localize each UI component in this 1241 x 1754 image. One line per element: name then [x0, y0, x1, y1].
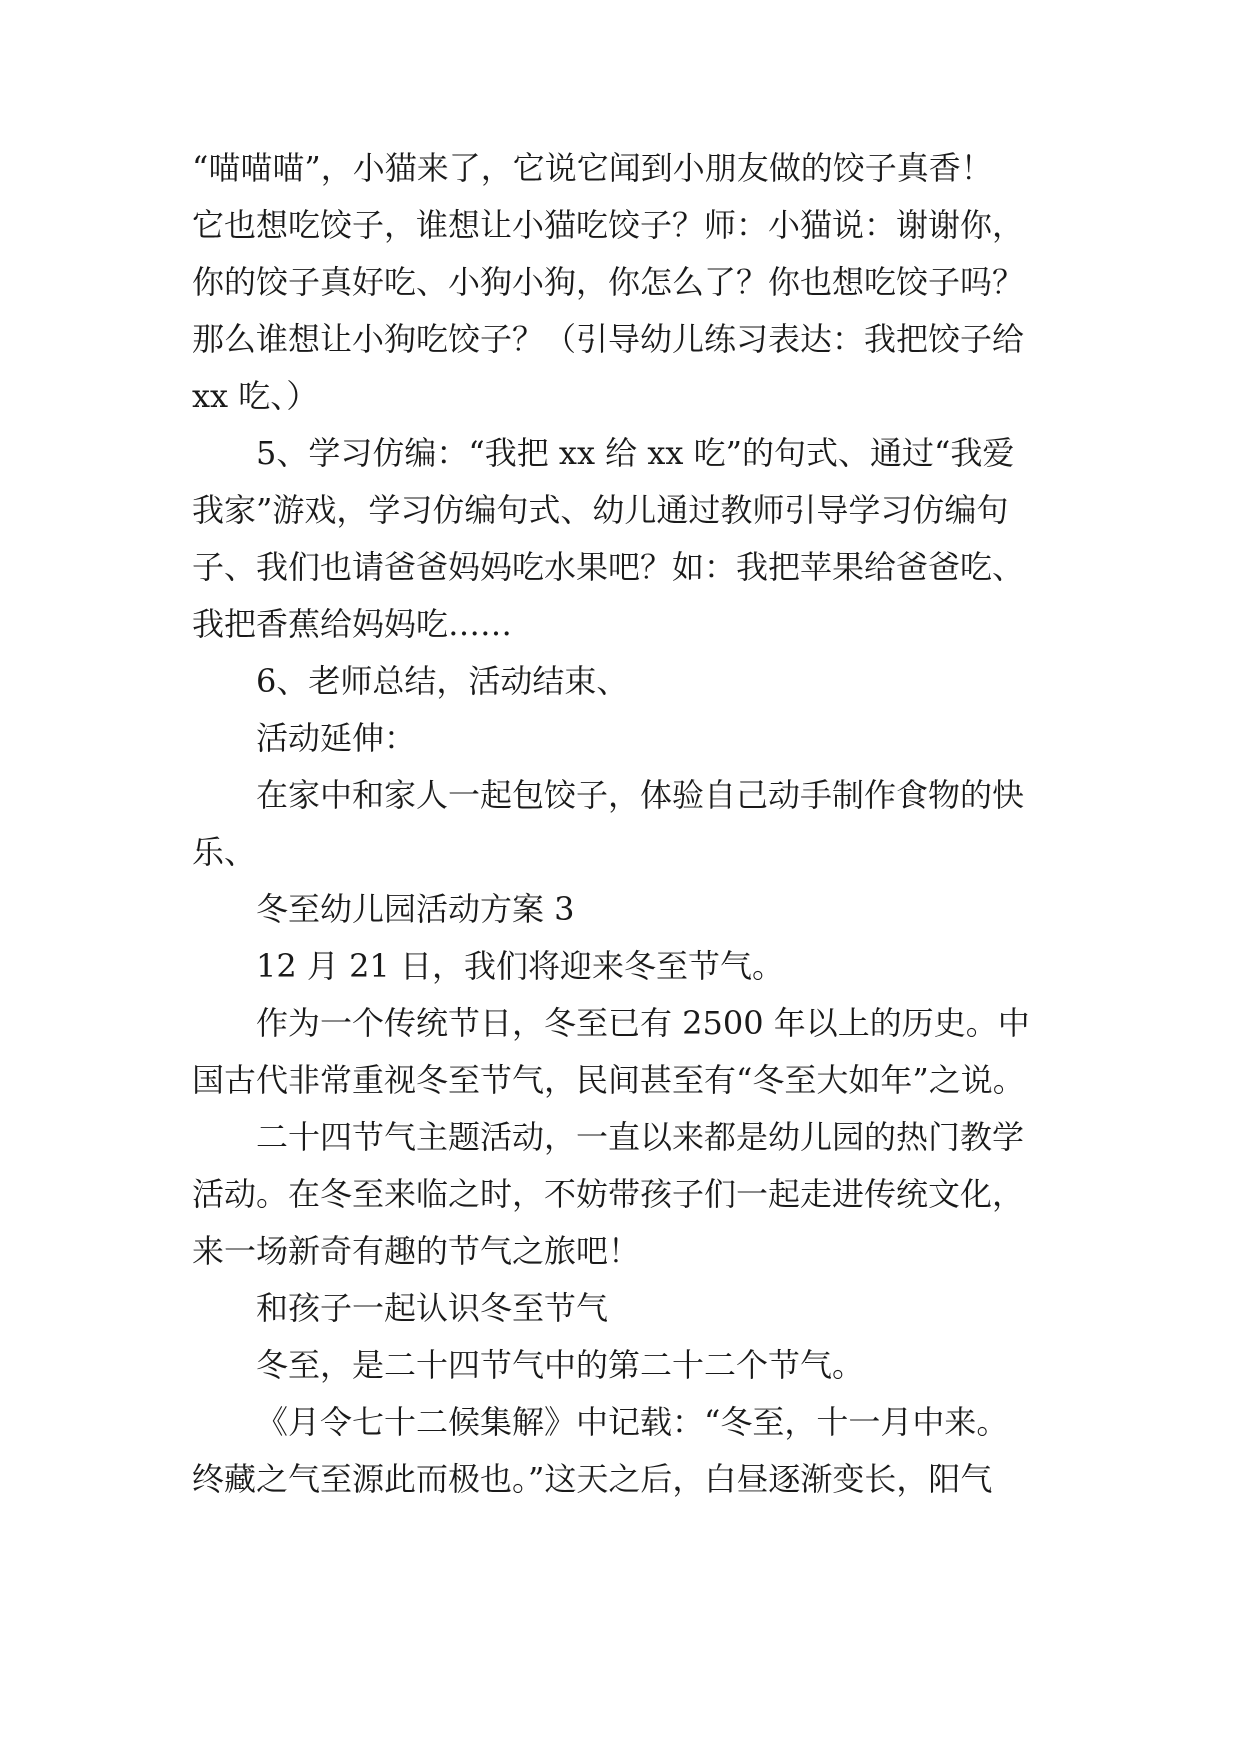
- body-text-line: 我把香蕉给妈妈吃……: [192, 605, 513, 643]
- paragraph-start-line: 6、老师总结，活动结束、: [256, 662, 629, 700]
- body-text-line: 它也想吃饺子，谁想让小猫吃饺子？师：小猫说：谢谢你，: [192, 206, 1025, 244]
- paragraph-start-line: 《月令七十二候集解》中记载：“冬至，十一月中来。: [256, 1403, 1009, 1441]
- body-text-line: 你的饺子真好吃、小狗小狗，你怎么了？你也想吃饺子吗？: [192, 263, 1025, 301]
- body-text-line: 国古代非常重视冬至节气，民间甚至有“冬至大如年”之说。: [192, 1061, 1025, 1099]
- paragraph-start-line: 在家中和家人一起包饺子，体验自己动手制作食物的快: [256, 776, 1025, 814]
- body-text-line: 乐、: [192, 833, 257, 871]
- paragraph-start-line: 作为一个传统节日，冬至已有 2500 年以上的历史。中: [256, 1004, 1030, 1042]
- body-text-line: 来一场新奇有趣的节气之旅吧！: [192, 1232, 641, 1270]
- body-text-line: 终藏之气至源此而极也。”这天之后，白昼逐渐变长，阳气: [192, 1460, 993, 1498]
- body-text-line: 子、我们也请爸爸妈妈吃水果吧？如：我把苹果给爸爸吃、: [192, 548, 1025, 586]
- body-text-line: 那么谁想让小狗吃饺子？（引导幼儿练习表达：我把饺子给: [192, 320, 1025, 358]
- section-heading: 和孩子一起认识冬至节气: [256, 1289, 609, 1327]
- body-text-line: 我家”游戏，学习仿编句式、幼儿通过教师引导学习仿编句: [192, 491, 1009, 529]
- paragraph-start-line: 二十四节气主题活动，一直以来都是幼儿园的热门教学: [256, 1118, 1025, 1156]
- body-text-line: xx 吃、）: [192, 377, 319, 415]
- paragraph-start-line: 12 月 21 日，我们将迎来冬至节气。: [256, 947, 784, 985]
- paragraph-start-line: 冬至，是二十四节气中的第二十二个节气。: [256, 1346, 865, 1384]
- paragraph-start-line: 5、学习仿编：“我把 xx 给 xx 吃”的句式、通过“我爱: [256, 434, 1015, 472]
- section-title: 冬至幼儿园活动方案 3: [256, 890, 575, 928]
- body-text-line: 活动。在冬至来临之时，不妨带孩子们一起走进传统文化，: [192, 1175, 1025, 1213]
- body-text-line: “喵喵喵”，小猫来了，它说它闻到小朋友做的饺子真香！: [192, 149, 993, 187]
- section-heading: 活动延伸：: [256, 719, 417, 757]
